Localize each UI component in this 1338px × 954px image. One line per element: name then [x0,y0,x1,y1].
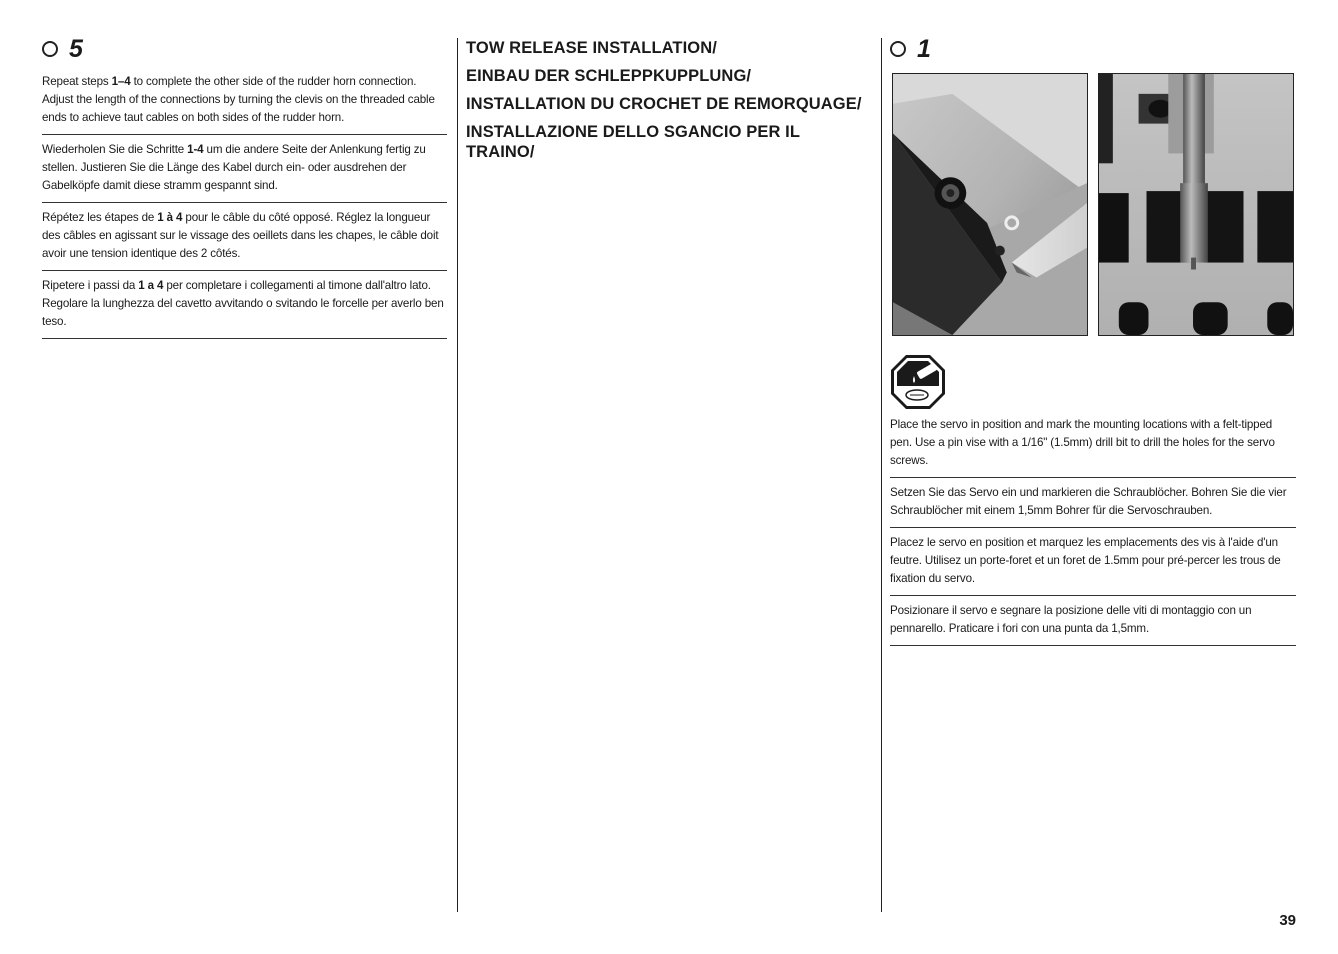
column-divider [881,38,882,912]
servo-marking-photo [892,73,1088,336]
section-title-block [466,38,866,170]
instruction-french: Placez le servo en position et marquez les emplacements des vis à l'aide d'un feutre. Utilisez un porte-foret et un foret de 1.5mm pour pré-percer les trous de fixation du servo. [890,528,1296,596]
adhesive-warning-icon [890,354,946,410]
step-5-instructions [42,73,447,339]
step-1-instructions [890,416,1296,646]
instruction-german: Setzen Sie das Servo ein und markieren die Schraublöcher. Bohren Sie die vier Schraublöcher mit einem 1,5mm Bohrer für die Servoschrauben. [890,478,1296,528]
step-1-heading [890,36,931,62]
instruction-english: Place the servo in position and mark the mounting locations with a felt-tipped pen. Use a pin vise with a 1/16" (1.5mm) drill bit to drill the holes for the servo screws. [890,416,1296,478]
section-title-french: INSTALLATION DU CROCHET DE REMORQUAGE/ [466,95,862,113]
instruction-italian: Posizionare il servo e segnare la posizione delle viti di montaggio con un pennarello. Praticare i fori con una punta da 1,5mm. [890,596,1296,646]
step-number: 5 [69,35,83,63]
section-title-german: EINBAU DER SCHLEPPKUPPLUNG/ [466,67,752,85]
instruction-english: Repeat steps 1–4 to complete the other side of the rudder horn connection. Adjust the length of the connections by turning the clevis on the threaded cable ends to achieve taut cables on both sides of the rudder horn. [42,73,447,135]
step-number: 1 [917,35,931,63]
instruction-french: Répétez les étapes de 1 à 4 pour le câble du côté opposé. Réglez la longueur des câbles en agissant sur le vissage des oeillets dans les chapes, le câble doit avoir une tension identique des 2 côtés. [42,203,447,271]
checkbox-circle-icon[interactable] [42,41,58,57]
column-divider [457,38,458,912]
instruction-italian: Ripetere i passi da 1 a 4 per completare i collegamenti al timone dall'altro lato. Regolare la lunghezza del cavetto avvitando o svitando le forcelle per averlo ben teso. [42,271,447,339]
section-title-italian: INSTALLAZIONE DELLO SGANCIO PER IL TRAINO/ [466,123,800,161]
page-number: 39 [1279,912,1296,929]
step-5-heading [42,36,83,62]
pin-vise-drilling-photo [1098,73,1294,336]
checkbox-circle-icon[interactable] [890,41,906,57]
section-title-english: TOW RELEASE INSTALLATION/ [466,39,717,57]
instruction-german: Wiederholen Sie die Schritte 1-4 um die andere Seite der Anlenkung fertig zu stellen. Justieren Sie die Länge des Kabel durch ein- oder ausdrehen der Gabelköpfe damit diese stramm gespannt sind. [42,135,447,203]
